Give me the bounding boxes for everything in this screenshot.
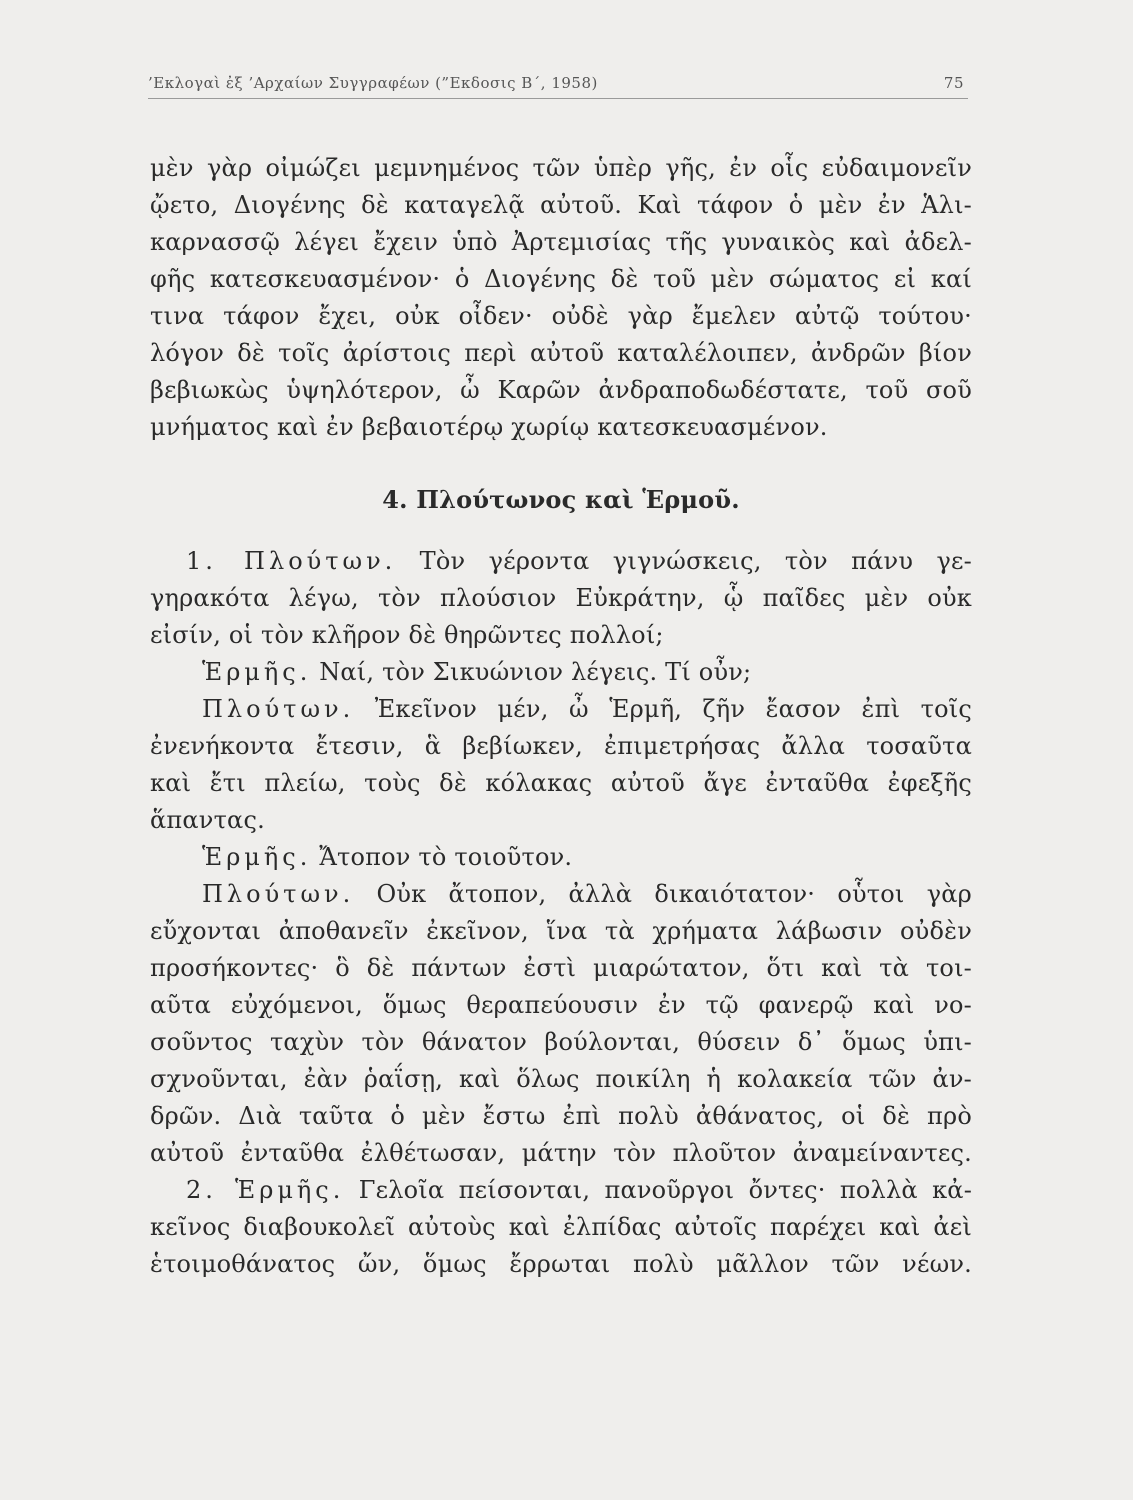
dialogue bbox=[150, 543, 972, 1283]
running-header bbox=[148, 72, 968, 99]
dialogue-line: εὔχονται ἀποθανεῖν ἐκεῖνον, ἵνα τὰ χρήματα λάβωσιν οὐδὲν bbox=[150, 917, 972, 945]
dialogue-line: γηρακότα λέγω, τὸν πλούσιον Εὐκράτην, ᾧ παῖδες μὲν οὐκ bbox=[150, 584, 972, 612]
dialogue-line: ἅπαντας. bbox=[150, 806, 265, 834]
dialogue-line: σχνοῦνται, ἐὰν ῥαΐσῃ, καὶ ὅλως ποικίλη ἡ κολακεία τῶν ἀν- bbox=[150, 1065, 972, 1093]
dialogue-line: αῦτα εὐχόμενοι, ὅμως θεραπεύουσιν ἐν τῷ φανερῷ καὶ νο- bbox=[150, 991, 972, 1019]
dialogue-line: ἐνενήκοντα ἔτεσιν, ἃ βεβίωκεν, ἐπιμετρήσας ἄλλα τοσαῦτα bbox=[150, 732, 972, 760]
text-line: βεβιωκὼς ὑψηλότερον, ὦ Καρῶν ἀνδραποδωδέστατε, τοῦ σοῦ bbox=[150, 376, 972, 404]
dialogue-line: κεῖνος διαβουκολεῖ αὐτοὺς καὶ ἐλπίδας αὐτοῖς παρέχει καὶ ἀεὶ bbox=[150, 1213, 972, 1241]
text-line: φῆς κατεσκευασμένον· ὁ Διογένης δὲ τοῦ μὲν σώματος εἰ καί bbox=[150, 265, 972, 293]
speaker-name: Ἑρμῆς. bbox=[202, 658, 312, 686]
page-body bbox=[150, 150, 972, 1283]
speaker-name: Ἑρμῆς. bbox=[202, 843, 312, 871]
dialogue-line: αὐτοῦ ἐνταῦθα ἐλθέτωσαν, μάτην τὸν πλοῦτον ἀναμείναντες. bbox=[150, 1139, 972, 1167]
dialogue-line: δρῶν. Διὰ ταῦτα ὁ μὲν ἔστω ἐπὶ πολὺ ἀθάνατος, οἱ δὲ πρὸ bbox=[150, 1102, 972, 1130]
speaker-name: 1. Πλούτων. bbox=[186, 547, 397, 575]
dialogue-line: Ἑρμῆς. Ἄτοπον τὸ τοιοῦτον. bbox=[202, 843, 573, 871]
dialogue-line: Πλούτων. Οὐκ ἄτοπον, ἀλλὰ δικαιότατον· οὗτοι γὰρ bbox=[202, 880, 972, 908]
dialogue-line: σοῦντος ταχὺν τὸν θάνατον βούλονται, θύσειν δ᾽ ὅμως ὑπι- bbox=[150, 1028, 972, 1056]
text-line: λόγον δὲ τοῖς ἀρίστοις περὶ αὐτοῦ καταλέλοιπεν, ἀνδρῶν βίον bbox=[150, 339, 972, 367]
text-line: μνήματος καὶ ἐν βεβαιοτέρῳ χωρίῳ κατεσκευασμένον. bbox=[150, 413, 828, 441]
speaker-name: 2. Ἑρμῆς. bbox=[186, 1176, 345, 1204]
dialogue-line: Ἑρμῆς. Ναί, τὸν Σικυώνιον λέγεις. Τί οὖν; bbox=[202, 658, 752, 686]
page-number: 75 bbox=[943, 74, 964, 92]
dialogue-line: ἑτοιμοθάνατος ὤν, ὅμως ἔρρωται πολὺ μᾶλλον τῶν νέων. bbox=[150, 1250, 972, 1278]
speaker-name: Πλούτων. bbox=[202, 695, 355, 723]
dialogue-line: Πλούτων. Ἐκεῖνον μέν, ὦ Ἑρμῆ, ζῆν ἔασον ἐπὶ τοῖς bbox=[202, 695, 972, 723]
dialogue-line: προσήκοντες· ὃ δὲ πάντων ἐστὶ μιαρώτατον, ὅτι καὶ τὰ τοι- bbox=[150, 954, 972, 982]
dialogue-line: καὶ ἔτι πλείω, τοὺς δὲ κόλακας αὐτοῦ ἄγε ἐνταῦθα ἐφεξῆς bbox=[150, 769, 972, 797]
text-line: ᾤετο, Διογένης δὲ καταγελᾷ αὐτοῦ. Καὶ τάφον ὁ μὲν ἐν Ἁλι- bbox=[150, 191, 972, 219]
paragraph-diogenes bbox=[150, 150, 972, 446]
text-line: τινα τάφον ἔχει, οὐκ οἶδεν· οὐδὲ γὰρ ἔμελεν αὐτῷ τούτου· bbox=[150, 302, 972, 330]
dialogue-line: εἰσίν, οἱ τὸν κλῆρον δὲ θηρῶντες πολλοί; bbox=[150, 621, 664, 649]
text-line: καρνασσῷ λέγει ἔχειν ὑπὸ Ἀρτεμισίας τῆς γυναικὸς καὶ ἀδελ- bbox=[150, 228, 972, 256]
dialogue-line: 2. Ἑρμῆς. Γελοῖα πείσονται, πανοῦργοι ὄντες· πολλὰ κἀ- bbox=[186, 1176, 972, 1204]
speaker-name: Πλούτων. bbox=[202, 880, 355, 908]
text-line: μὲν γὰρ οἰμώζει μεμνημένος τῶν ὑπὲρ γῆς, ἐν οἷς εὐδαιμονεῖν bbox=[150, 154, 972, 182]
section-heading: 4. Πλούτωνος καὶ Ἑρμοῦ. bbox=[382, 485, 740, 514]
header-title: ’Εκλογαὶ ἐξ ’Αρχαίων Συγγραφέων (”Εκδοσις Β΄, 1958) bbox=[148, 74, 598, 92]
dialogue-line: 1. Πλούτων. Τὸν γέροντα γιγνώσκεις, τὸν πάνυ γε- bbox=[186, 547, 972, 575]
